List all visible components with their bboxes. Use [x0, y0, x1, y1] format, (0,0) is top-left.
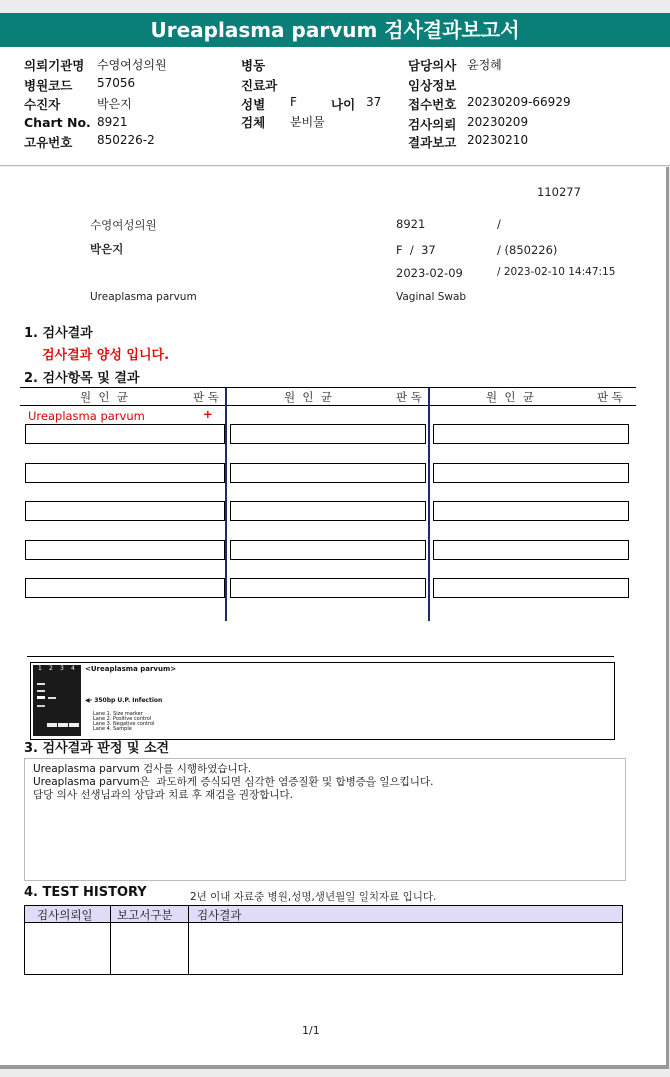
header-panel	[0, 47, 670, 166]
result-item-reading: +	[203, 407, 213, 421]
gel-legend-3: Lane 3. Negative control	[93, 721, 155, 727]
header-label-request: 검사의뢰	[408, 117, 457, 132]
header-label-specimen: 검체	[241, 115, 266, 130]
report-test-name: Ureaplasma parvum	[90, 291, 197, 303]
gel-lane-2-label: 2	[49, 665, 53, 672]
report-page	[0, 167, 669, 1069]
positive-result-text: 검사결과 양성 입니다.	[42, 348, 170, 363]
gel-primer-band	[47, 723, 57, 727]
result-cell	[433, 501, 629, 521]
result-cell	[25, 578, 225, 598]
result-cell	[230, 424, 426, 444]
report-specimen: Vaginal Swab	[396, 291, 467, 303]
gel-ladder-band	[37, 696, 45, 699]
header-label-department: 진료과	[241, 78, 278, 93]
gel-lane-1-label: 1	[38, 665, 42, 672]
history-note: 2년 이내 자료중 병원,성명,생년월일 일치자료 입니다.	[190, 891, 437, 903]
opinion-box	[24, 758, 626, 881]
opinion-line-1: Ureaplasma parvum 검사를 시행하였습니다.	[33, 763, 252, 775]
col3-header-reading: 판 독	[597, 390, 623, 404]
header-label-patient: 수진자	[24, 97, 61, 112]
header-label-unique-id: 고유번호	[24, 135, 73, 150]
gel-ladder-band	[37, 683, 45, 685]
gel-caption: <Ureaplasma parvum>	[85, 665, 177, 673]
result-cell	[230, 540, 426, 560]
col2-header-pathogen: 원 인 균	[284, 390, 332, 404]
gel-top-rule	[27, 656, 614, 657]
result-cell	[25, 501, 225, 521]
history-header-row	[25, 906, 622, 923]
history-header-request-date: 검사의뢰일	[37, 908, 93, 922]
header-value-receipt-no: 20230209-66929	[467, 95, 571, 109]
test-history-table	[24, 905, 623, 975]
gel-positive-band	[48, 697, 56, 699]
history-header-report-type: 보고서구분	[117, 908, 173, 922]
header-value-specimen: 분비물	[290, 115, 325, 129]
report-chart: 8921	[396, 217, 426, 231]
col1-header-pathogen: 원 인 균	[80, 390, 128, 404]
header-value-request: 20230209	[467, 115, 529, 129]
gel-legend-4: Lane 4. Sample	[93, 726, 132, 732]
col2-header-reading: 판 독	[396, 390, 422, 404]
header-label-ward: 병동	[241, 58, 266, 73]
report-slash: /	[497, 217, 501, 231]
result-item-name: Ureaplasma parvum	[28, 409, 145, 423]
opinion-line-2: Ureaplasma parvum은 과도하게 증식되면 심각한 염증질환 및 합병증을 일으킵니다.	[33, 776, 434, 788]
report-patient: 박은지	[90, 242, 124, 256]
header-label-doctor: 담당의사	[408, 58, 457, 73]
result-cell	[25, 540, 225, 560]
gel-primer-band	[69, 723, 79, 727]
gel-photo	[33, 665, 81, 736]
history-col-divider-2	[188, 906, 189, 974]
header-value-age: 37	[366, 95, 382, 109]
opinion-line-3: 담당 의사 선생님과의 상담과 치료 후 재검을 권장합니다.	[33, 789, 293, 801]
header-value-unique-id: 850226-2	[97, 133, 155, 147]
header-value-patient: 박은지	[97, 97, 132, 111]
header-value-chart: 8921	[97, 115, 128, 129]
result-cell	[230, 463, 426, 483]
history-col-divider-1	[110, 906, 111, 974]
page-number: 1/1	[302, 1024, 320, 1037]
report-number: 110277	[537, 185, 581, 199]
result-cell	[25, 424, 225, 444]
header-label-hospital-code: 병원코드	[24, 78, 73, 93]
section3-title: 3. 검사결과 판정 및 소견	[24, 741, 170, 756]
report-birth: / (850226)	[497, 243, 558, 257]
result-cell	[433, 578, 629, 598]
result-cell	[25, 463, 225, 483]
result-cell	[433, 463, 629, 483]
header-value-sex: F	[290, 95, 297, 109]
report-datetime: / 2023-02-10 14:47:15	[497, 266, 616, 278]
gel-lane-3-label: 3	[60, 665, 64, 672]
header-label-receipt-no: 접수번호	[408, 97, 457, 112]
header-label-clinic: 의뢰기관명	[24, 58, 85, 73]
header-value-doctor: 윤정혜	[467, 58, 502, 72]
result-cell	[230, 578, 426, 598]
header-value-result-report: 20230210	[467, 133, 529, 147]
section1-title: 1. 검사결과	[24, 326, 93, 341]
report-request-date: 2023-02-09	[396, 266, 463, 280]
report-sex-age: F / 37	[396, 243, 436, 257]
header-label-age: 나이	[331, 97, 356, 112]
result-cell	[433, 540, 629, 560]
results-header-rule	[20, 405, 636, 406]
header-label-clinical-info: 임상정보	[408, 78, 457, 93]
col1-header-reading: 판 독	[193, 390, 219, 404]
col3-header-pathogen: 원 인 균	[486, 390, 534, 404]
header-label-chart: Chart No.	[24, 115, 91, 130]
result-cell	[230, 501, 426, 521]
gel-legend-2: Lane 2. Positive control	[93, 716, 152, 722]
result-cell	[433, 424, 629, 444]
history-header-result: 검사결과	[197, 908, 242, 922]
section4-title: 4. TEST HISTORY	[24, 885, 147, 900]
gel-primer-band	[58, 723, 68, 727]
header-value-clinic: 수영여성의원	[97, 58, 167, 72]
results-top-rule	[20, 387, 636, 388]
header-value-hospital-code: 57056	[97, 76, 136, 90]
header-label-sex: 성별	[241, 97, 266, 112]
report-clinic: 수영여성의원	[90, 218, 157, 232]
gel-image-box	[30, 662, 615, 740]
report-title: Ureaplasma parvum 검사결과보고서	[0, 13, 670, 47]
header-label-result-report: 결과보고	[408, 135, 457, 150]
gel-band-label: ◀- 350bp U.P. Infection	[85, 697, 163, 704]
gel-lane-4-label: 4	[71, 665, 75, 672]
section2-title: 2. 검사항목 및 결과	[24, 371, 140, 386]
gel-legend-1: Lane 1. Size marker	[93, 711, 143, 717]
gel-ladder-band	[37, 690, 45, 692]
column-divider-1	[225, 388, 227, 621]
column-divider-2	[428, 388, 430, 621]
gel-ladder-band	[37, 705, 45, 707]
